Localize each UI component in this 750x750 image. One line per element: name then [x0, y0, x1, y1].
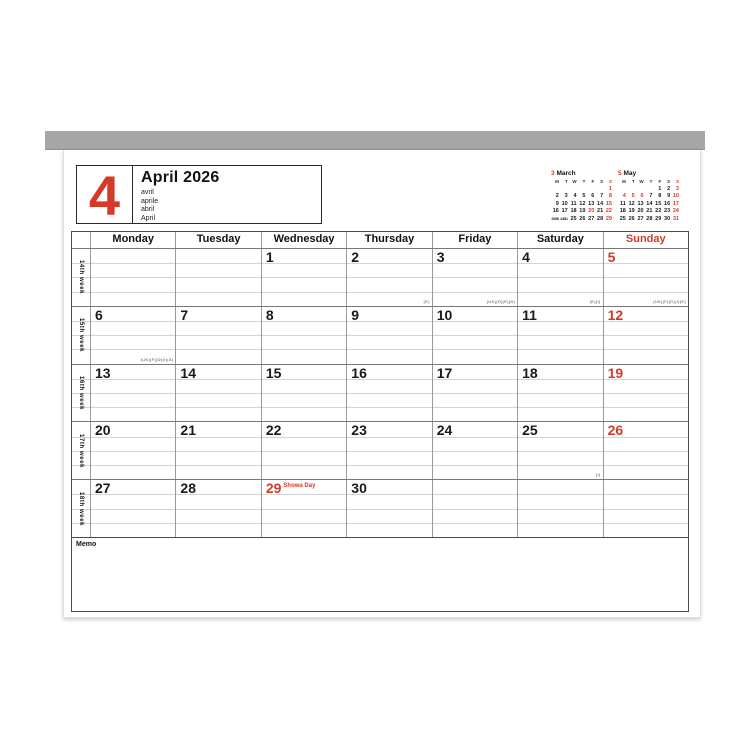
day-cell: [261, 480, 346, 537]
date-number: 24: [436, 422, 453, 439]
mini-date: 21: [597, 208, 604, 215]
mini-date: 14: [646, 200, 653, 207]
weekday-header-row: [72, 232, 688, 248]
mini-date: 7: [649, 193, 653, 200]
mini-date: 18: [570, 208, 577, 215]
mini-day-letter: M: [622, 179, 626, 184]
day-cell: [175, 307, 260, 364]
month-subtitle: aprile: [141, 197, 159, 205]
date-number: 16: [351, 364, 367, 381]
mini-date: 11: [620, 200, 626, 207]
day-cell: [517, 307, 602, 364]
mini-date: 17: [672, 200, 679, 207]
mini-date: 3: [564, 193, 568, 200]
mini-day-letter: T: [631, 179, 635, 184]
holiday-annotation: (E): [423, 298, 430, 304]
month-subtitle: avril: [141, 189, 154, 196]
week-number-label: 15th week: [78, 318, 84, 353]
day-cell: [90, 422, 175, 479]
mini-date: 26: [579, 215, 586, 222]
mini-date: 23: [664, 208, 671, 215]
mini-date: 5: [631, 193, 635, 200]
mini-date: 22: [655, 208, 662, 215]
day-cell: [261, 422, 346, 479]
week-number-cell: [72, 422, 90, 479]
week-number-label: 17th week: [78, 433, 84, 468]
mini-date: 9: [667, 193, 671, 200]
mini-date: 8: [658, 193, 662, 200]
weekday-header: Wednesday: [261, 232, 346, 248]
day-cell: [90, 365, 175, 422]
date-number: 27: [95, 480, 111, 497]
memo-label: Memo: [76, 540, 97, 548]
mini-date: 13: [637, 200, 644, 207]
mini-date: 26: [628, 215, 635, 222]
date-number: 14: [180, 364, 196, 381]
mini-date: 28: [646, 215, 653, 222]
mini-date: 18: [619, 208, 626, 215]
date-number: 13: [95, 364, 111, 381]
date-number: 19: [607, 364, 624, 381]
mini-date: 13: [588, 200, 595, 207]
day-cell: [432, 307, 517, 364]
mini-date: 16: [664, 200, 671, 207]
date-number: 21: [180, 422, 196, 439]
day-cell: [261, 307, 346, 364]
week-rows: [72, 248, 688, 537]
mini-date: 14: [597, 200, 604, 207]
date-number: 10: [436, 306, 453, 323]
day-cell: [517, 249, 602, 306]
weekday-header: Friday: [432, 232, 517, 248]
mini-date: [551, 186, 560, 194]
day-cell: [517, 422, 602, 479]
mini-day-letter: M: [555, 179, 559, 184]
mini-date: 19: [579, 208, 586, 215]
mini-day-letter: S: [667, 179, 671, 184]
mini-day-letter: T: [564, 179, 568, 184]
day-cell: [432, 480, 517, 537]
date-number: 26: [607, 422, 624, 439]
weekday-header: Thursday: [346, 232, 431, 248]
mini-day-letter: S: [675, 179, 679, 184]
date-number: 6: [95, 306, 103, 323]
mini-month-name: March: [556, 170, 576, 177]
holiday-annotation: (E)(I): [589, 298, 601, 304]
mini-month-title: [618, 170, 680, 177]
mini-date: 3: [675, 185, 679, 192]
mini-date: 23/30: [551, 216, 559, 221]
month-subtitles: [141, 189, 219, 223]
date-number: [604, 492, 608, 493]
day-cell: [517, 365, 602, 422]
mini-date: [560, 186, 569, 194]
mini-date: 5: [582, 193, 586, 200]
mini-date: 12: [579, 200, 586, 207]
mini-day-letter: W: [572, 179, 577, 184]
day-cell: [346, 307, 431, 364]
mini-date: 15: [655, 200, 662, 207]
calendar-binding-strip: [45, 131, 705, 150]
day-cell: [603, 307, 688, 364]
mini-date: 27: [588, 215, 595, 222]
day-cell: [175, 365, 260, 422]
day-cell: [175, 480, 260, 537]
mini-date: 28: [597, 215, 604, 222]
date-number: 23: [351, 422, 367, 439]
mini-day-letter: S: [600, 179, 604, 184]
date-number: 22: [265, 422, 282, 439]
week-number-label: 14th week: [78, 260, 84, 295]
weekday-header: Sunday: [603, 232, 688, 248]
mini-date: [627, 186, 636, 194]
day-cell: [603, 365, 688, 422]
day-cell: [90, 249, 175, 306]
holiday-annotation: (UK)(F)(D)(I)(E): [653, 298, 686, 304]
mini-month-number: 3: [551, 170, 555, 177]
day-cell: [346, 480, 431, 537]
month-subtitle: April: [141, 214, 156, 222]
day-cell: [261, 365, 346, 422]
holiday-annotation: (I): [595, 472, 601, 478]
mini-month-number: 5: [618, 170, 622, 177]
mini-month-name: May: [623, 170, 637, 177]
mini-date: [618, 186, 627, 194]
day-cell: [90, 307, 175, 364]
week-number-cell: [72, 307, 90, 364]
date-number: 4: [522, 249, 530, 265]
mini-date: 6: [591, 193, 595, 200]
mini-date: 20: [588, 208, 595, 215]
month-title-box: [76, 164, 322, 227]
weekday-header: Saturday: [517, 232, 602, 248]
mini-month-grid: [618, 178, 680, 224]
week-number-label: 18th week: [78, 491, 84, 526]
mini-date: 29: [655, 215, 662, 222]
date-number: 20: [95, 422, 111, 439]
week-row: [72, 421, 688, 479]
mini-date: 22: [605, 208, 612, 215]
mini-month-calendar: [618, 170, 680, 224]
holiday-annotation: (UK)(F)(D)(I)(A): [140, 356, 174, 362]
date-number: 17: [436, 364, 453, 381]
header-corner-cell: [72, 232, 90, 248]
mini-day-letter: T: [582, 179, 586, 184]
mini-date: [595, 186, 604, 194]
mini-date: [645, 186, 654, 194]
mini-date: 15: [605, 200, 612, 207]
day-cell: [432, 365, 517, 422]
mini-date: 24: [672, 208, 679, 215]
date-number: 3: [436, 249, 445, 265]
mini-date: 29: [605, 215, 612, 222]
week-number-cell: [72, 365, 90, 422]
day-cell: [175, 249, 260, 306]
date-number: 1: [265, 249, 274, 265]
mini-date: [578, 186, 587, 194]
day-cell: [517, 480, 602, 537]
mini-date: 2: [667, 185, 671, 192]
mini-date: 19: [628, 208, 635, 215]
week-row: [72, 306, 688, 364]
day-cell: [346, 365, 431, 422]
date-number: 12: [607, 306, 624, 323]
date-number: 18: [522, 364, 538, 381]
mini-date: 1: [608, 185, 612, 192]
mini-date: 20: [637, 208, 644, 215]
memo-section: [72, 537, 688, 611]
mini-date: 7: [600, 193, 604, 200]
date-number: 29: [265, 480, 282, 497]
calendar-page: [63, 150, 701, 618]
date-number: [518, 492, 522, 493]
date-number: [176, 261, 180, 262]
mini-date: 12: [628, 200, 635, 207]
mini-date: 2: [555, 193, 559, 200]
week-row: [72, 364, 688, 422]
day-cell: [175, 422, 260, 479]
month-subtitle: abril: [141, 206, 155, 213]
mini-date: 1: [658, 185, 662, 192]
mini-month-title: [551, 170, 613, 177]
mini-date: 25: [619, 215, 626, 222]
mini-day-letter: W: [639, 179, 644, 184]
mini-date: 16: [552, 208, 559, 215]
mini-date: 4: [622, 193, 626, 200]
date-number: [433, 492, 437, 493]
month-number: 4: [77, 166, 133, 223]
day-cell: [261, 249, 346, 306]
mini-date: 21: [646, 208, 653, 215]
date-number: 25: [522, 422, 538, 439]
holiday-annotation: (UK)(D)(E)(A): [486, 298, 516, 304]
day-cell: [603, 480, 688, 537]
mini-date: 10: [561, 200, 568, 207]
mini-day-letter: F: [591, 179, 595, 184]
day-cell: [346, 249, 431, 306]
mini-date: 4: [573, 193, 577, 200]
mini-date: [586, 186, 595, 194]
mini-date: 31: [672, 215, 679, 222]
mini-date: 17: [561, 208, 568, 215]
mini-month-calendar: [551, 170, 613, 224]
week-number-cell: [72, 249, 90, 306]
mini-date: 24/31: [560, 216, 568, 221]
date-number: [91, 261, 95, 262]
date-number: 9: [351, 306, 360, 323]
mini-date: 11: [570, 200, 577, 207]
mini-date: 9: [555, 200, 559, 207]
mini-date: 10: [672, 193, 679, 200]
month-title-block: [133, 166, 219, 223]
holiday-label: Showa Day: [283, 483, 316, 490]
day-cell: [603, 422, 688, 479]
weekday-header: Monday: [90, 232, 175, 248]
date-number: 5: [607, 249, 616, 265]
mini-day-letter: S: [608, 179, 612, 184]
date-number: 2: [351, 249, 360, 265]
day-cell: [603, 249, 688, 306]
date-number: 15: [265, 364, 282, 381]
mini-date: 30: [664, 215, 671, 222]
day-cell: [432, 249, 517, 306]
date-number: 7: [180, 306, 189, 323]
mini-date: [636, 186, 645, 194]
mini-month-grid: [551, 178, 613, 224]
mini-date: 25: [570, 215, 577, 222]
calendar-grid: [71, 231, 689, 612]
mini-date: 8: [608, 193, 612, 200]
mini-date: 27: [637, 215, 644, 222]
weekday-header: Tuesday: [175, 232, 260, 248]
week-row: [72, 248, 688, 306]
week-number-label: 16th week: [78, 375, 84, 411]
mini-date: 6: [640, 193, 644, 200]
mini-day-letter: T: [649, 179, 653, 184]
week-row: [72, 479, 688, 537]
date-number: 28: [180, 480, 196, 497]
mini-day-letter: F: [658, 179, 662, 184]
day-cell: [346, 422, 431, 479]
mini-date: [569, 186, 578, 194]
date-number: 30: [351, 480, 367, 497]
date-number: 8: [265, 306, 274, 323]
week-number-cell: [72, 480, 90, 537]
day-cell: [90, 480, 175, 537]
day-cell: [432, 422, 517, 479]
month-title: April 2026: [141, 169, 220, 186]
date-number: 11: [522, 306, 537, 323]
mini-calendars: [551, 170, 680, 224]
